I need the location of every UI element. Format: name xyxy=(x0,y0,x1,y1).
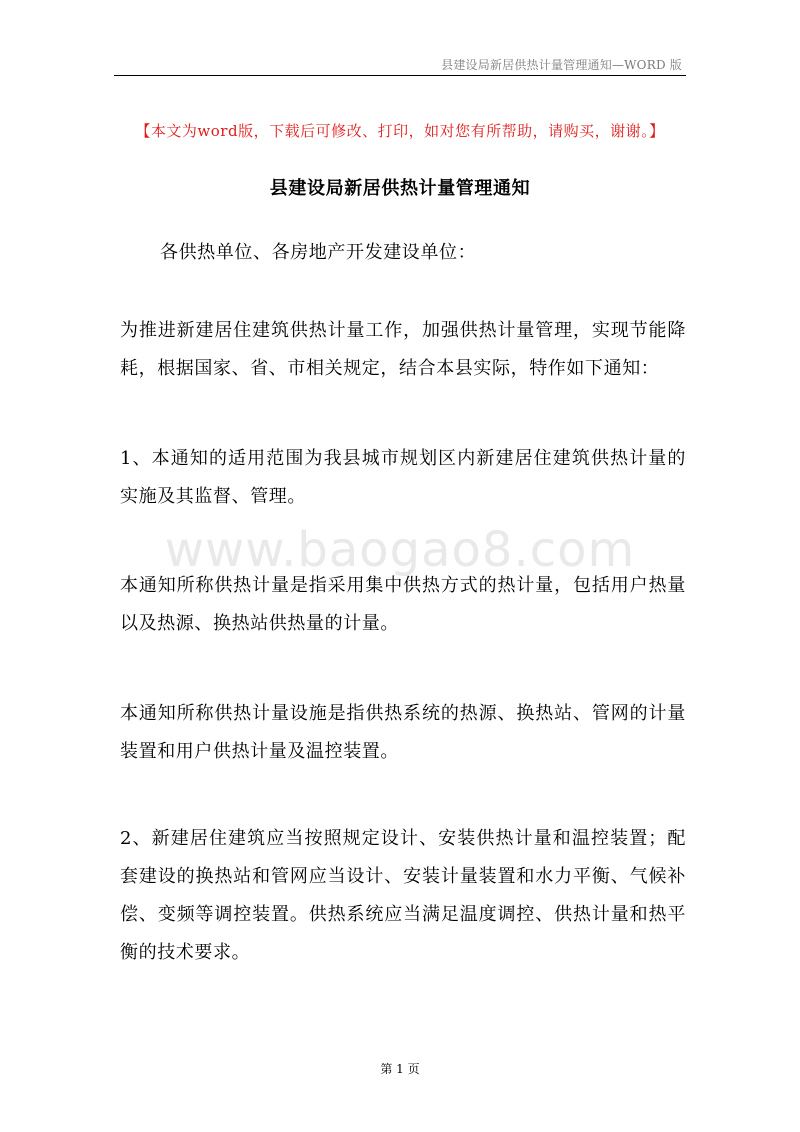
download-notice: 【本文为word版，下载后可修改、打印，如对您有所帮助，请购买，谢谢。】 xyxy=(135,122,665,140)
paragraph-definition-facilities: 本通知所称供热计量设施是指供热系统的热源、换热站、管网的计量装置和用户供热计量及温控装置。 xyxy=(120,703,686,762)
paragraph-item-1: 1、本通知的适用范围为我县城市规划区内新建居住建筑供热计量的实施及其监督、管理。 xyxy=(120,448,686,507)
document-title: 县建设局新居供热计量管理通知 xyxy=(269,178,531,199)
paragraph-item-2: 2、新建居住建筑应当按照规定设计、安装供热计量和温控装置；配套建设的换热站和管网应当设计、安装计量装置和水力平衡、气候补偿、变频等调控装置。供热系统应当满足温度调控、供热计量和热平衡的技术要求。 xyxy=(120,828,686,963)
header-divider xyxy=(114,75,686,76)
paragraph-intro: 为推进新建居住建筑供热计量工作，加强供热计量管理，实现节能降耗，根据国家、省、市相关规定，结合本县实际，特作如下通知： xyxy=(120,320,686,379)
paragraph-definition-metering: 本通知所称供热计量是指采用集中供热方式的热计量，包括用户热量以及热源、换热站供热量的计量。 xyxy=(120,575,686,634)
page-number: 第 1 页 xyxy=(380,1062,420,1076)
running-header: 县建设局新居供热计量管理通知—WORD 版 xyxy=(441,58,682,72)
salutation: 各供热单位、各房地产开发建设单位： xyxy=(160,242,477,263)
watermark: www.baogao8.com xyxy=(164,522,636,578)
